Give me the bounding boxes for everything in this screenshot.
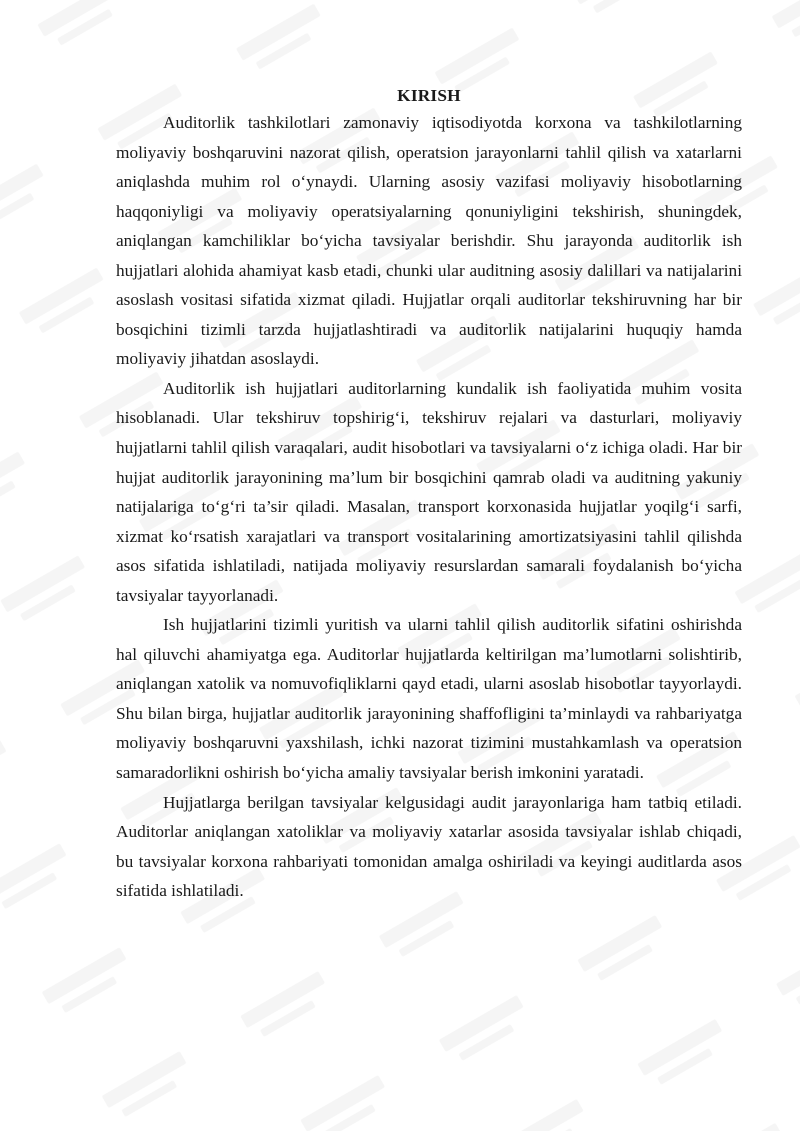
page-title: KIRISH [397,86,461,105]
paragraph-3: Ish hujjatlarini tizimli yuritish va ularni tahlil qilish auditorlik sifatini oshirishda hal qiluvchi ahamiyatga ega. Auditorlar hujjatlarda keltirilgan ma’lumotlarni solishtirib, aniqlangan xatolik va nomuvofiqliklarni qayd etadi, ularni asoslab hisobotlar tayyorlaydi. Shu bilan birga, hujjatlar auditorlik jarayonining shaffofligini ta’minlaydi va rahbariyatga moliyaviy boshqaruvni yaxshilash, ichki nazorat tizimini mustahkamlash va operatsion samaradorlikni oshirish bo‘yicha amaliy tavsiyalar berish imkonini yaratadi. [116,615,742,783]
paragraph-4: Hujjatlarga berilgan tavsiyalar kelgusidagi audit jarayonlariga ham tatbiq etiladi. Auditorlar aniqlangan xatoliklar va moliyaviy xatarlar asosida tavsiyalar ishlab chiqadi, bu tavsiyalar korxona rahbariyati tomonidan amalga oshiriladi va keyingi auditlarda asos sifatida ishlatiladi. [116,792,742,901]
paragraph-2: Auditorlik ish hujjatlari auditorlarning kundalik ish faoliyatida muhim vosita hisoblanadi. Ular tekshiruv topshirig‘i, tekshiruv rejalari va dasturlari, moliyaviy hujjatlarni tahlil qilish varaqalari, audit hisobotlari va tavsiyalarni o‘z ichiga oladi. Har bir hujjat auditorlik jarayonining ma’lum bir bosqichini qamrab oladi va auditning yakuniy natijalariga to‘g‘ri ta’sir qiladi. Masalan, transport korxonasida hujjatlar yoqilg‘i sarfi, xizmat ko‘rsatish xarajatlari va transport vositalarining amortizatsiyasini tahlil qilishda asos sifatida ishlatiladi, natijada moliyaviy resurslardan samarali foydalanish bo‘yicha tavsiyalar tayyorlanadi. [116,378,742,605]
document-body [116,84,742,906]
paragraph-1: Auditorlik tashkilotlari zamonaviy iqtisodiyotda korxona va tashkilotlarning moliyaviy boshqaruvini nazorat qilish, operatsion jarayonlarni tahlil qilish va xatarlarni aniqlashda muhim rol o‘ynaydi. Ularning asosiy vazifasi moliyaviy hisobotlarning haqqoniyligi va moliyaviy operatsiyalarning qonuniyligini tekshirish, shuningdek, aniqlangan kamchiliklar bo‘yicha tavsiyalar berishdir. Shu jarayonda auditorlik ish hujjatlari alohida ahamiyat kasb etadi, chunki ular auditning asosiy dalillari va natijalarini asoslash vositasi sifatida xizmat qiladi. Hujjatlar orqali auditorlar tekshiruvning har bir bosqichini tizimli tarzda hujjatlashtiradi va auditorlik natijalarini huquqiy hamda moliyaviy jihatdan asoslaydi. [116,113,742,369]
